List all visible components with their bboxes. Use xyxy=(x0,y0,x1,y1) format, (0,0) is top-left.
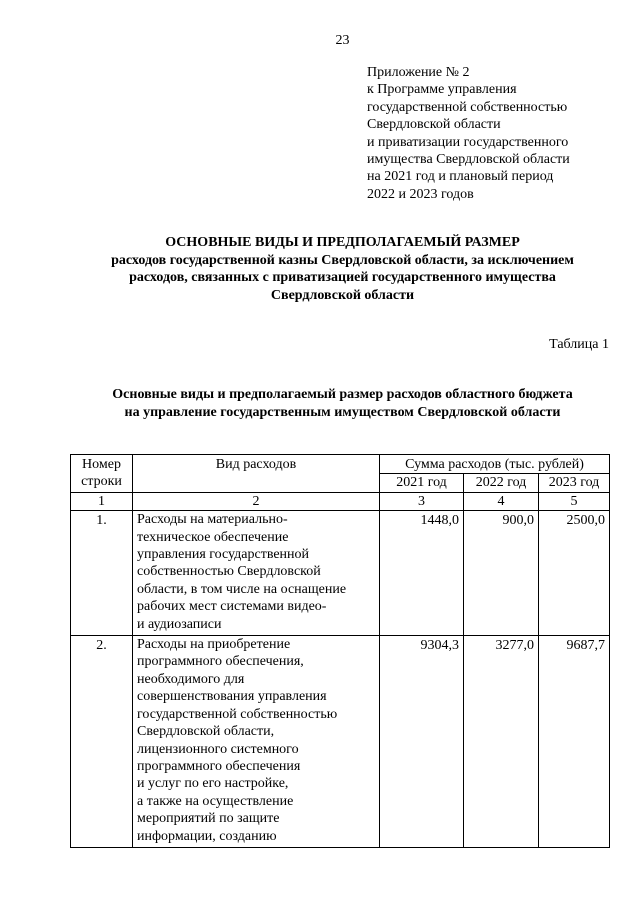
column-index-row xyxy=(71,492,610,510)
title-line: расходов, связанных с приватизацией государственного имущества xyxy=(129,270,556,285)
table-header-row xyxy=(71,455,610,474)
document-title xyxy=(40,234,640,304)
description-line: Расходы на приобретение xyxy=(137,637,291,653)
header-expense-type: Вид расходов xyxy=(133,455,380,493)
table-title-line: на управление государственным имуществом Свердловской области xyxy=(124,404,561,420)
description-line: а также на осуществление xyxy=(137,793,294,809)
appendix-line: государственной собственностью xyxy=(367,99,568,115)
description-line: совершенствования управления xyxy=(137,689,327,705)
table-title-line: Основные виды и предполагаемый размер расходов областного бюджета xyxy=(112,387,573,402)
row-number: 1. xyxy=(71,511,133,636)
description-line: лицензионного системного xyxy=(137,741,299,757)
value-2022: 3277,0 xyxy=(464,636,539,848)
description-line: Свердловской области, xyxy=(137,724,275,740)
column-index: 2 xyxy=(133,492,380,510)
header-2021: 2021 год xyxy=(380,474,464,492)
appendix-block xyxy=(367,64,617,203)
appendix-line: на 2021 год и плановый период xyxy=(367,169,554,185)
description-line: рабочих мест системами видео- xyxy=(137,599,327,615)
appendix-line: к Программе управления xyxy=(367,82,517,98)
table-row xyxy=(71,511,610,636)
header-sum: Сумма расходов (тыс. рублей) xyxy=(380,455,610,474)
title-line: Свердловской области xyxy=(270,287,415,303)
description-line: необходимого для xyxy=(137,671,245,687)
page-number: 23 xyxy=(335,33,350,48)
appendix-line: Приложение № 2 xyxy=(367,65,470,80)
column-index: 5 xyxy=(539,492,610,510)
expense-description xyxy=(133,636,380,848)
description-line: управления государственной xyxy=(137,547,310,563)
value-2023: 2500,0 xyxy=(539,511,610,636)
description-line: Расходы на материально- xyxy=(137,512,288,528)
description-line: государственной собственностью xyxy=(137,706,338,722)
value-2022: 900,0 xyxy=(464,511,539,636)
appendix-line: Свердловской области xyxy=(367,117,501,133)
description-line: мероприятий по защите xyxy=(137,811,280,827)
table-title xyxy=(40,386,640,421)
appendix-line: 2022 и 2023 годов xyxy=(367,186,474,202)
description-line: собственностью Свердловской xyxy=(137,564,321,580)
value-2021: 9304,3 xyxy=(380,636,464,848)
value-2021: 1448,0 xyxy=(380,511,464,636)
header-2022: 2022 год xyxy=(464,474,539,492)
title-line: расходов государственной казны Свердловской области, за исключением xyxy=(111,252,574,268)
expense-description xyxy=(133,511,380,636)
table-row xyxy=(71,636,610,848)
description-line: области, в том числе на оснащение xyxy=(137,581,347,597)
title-line: ОСНОВНЫЕ ВИДЫ И ПРЕДПОЛАГАЕМЫЙ РАЗМЕР xyxy=(165,235,520,250)
header-row-number: Номер строки xyxy=(71,455,133,493)
expenses-table xyxy=(70,454,610,848)
appendix-line: имущества Свердловской области xyxy=(367,152,570,168)
appendix-line: и приватизации государственного xyxy=(367,134,569,150)
table-label: Таблица 1 xyxy=(549,337,609,352)
description-line: информации, созданию xyxy=(137,828,277,844)
column-index: 1 xyxy=(71,492,133,510)
row-number: 2. xyxy=(71,636,133,848)
description-line: техническое обеспечение xyxy=(137,529,289,545)
header-2023: 2023 год xyxy=(539,474,610,492)
column-index: 4 xyxy=(464,492,539,510)
description-line: программного обеспечения xyxy=(137,758,301,774)
description-line: и аудиозаписи xyxy=(137,616,222,632)
description-line: программного обеспечения, xyxy=(137,654,304,670)
column-index: 3 xyxy=(380,492,464,510)
value-2023: 9687,7 xyxy=(539,636,610,848)
description-line: и услуг по его настройке, xyxy=(137,776,289,792)
